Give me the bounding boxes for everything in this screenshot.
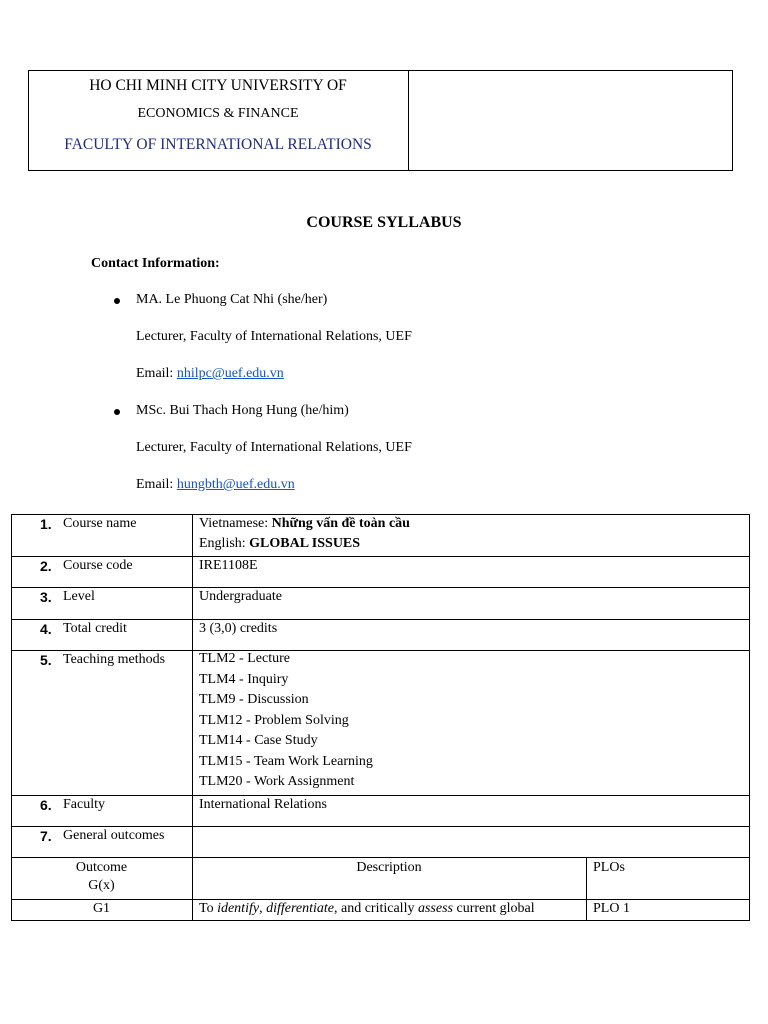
- outcome-header-sub: G(x): [88, 878, 115, 893]
- university-name-line1: HO CHI MINH CITY UNIVERSITY OF: [89, 77, 347, 94]
- table-border: [11, 826, 750, 827]
- list-item: TLM4 - Inquiry: [199, 671, 289, 687]
- table-border: [11, 795, 750, 796]
- lecturer-position: Lecturer, Faculty of International Relations, UEF: [136, 329, 412, 344]
- course-name-english: [199, 536, 360, 552]
- lecturer-email-row: [136, 477, 295, 493]
- table-border: [11, 556, 750, 557]
- row-number: 4.: [40, 621, 52, 637]
- en-value: GLOBAL ISSUES: [249, 536, 361, 551]
- row-label: Faculty: [63, 797, 105, 812]
- desc-part: differentiate: [266, 901, 334, 916]
- row-number: 5.: [40, 652, 52, 668]
- desc-part: ,: [259, 901, 267, 916]
- email-label: Email:: [136, 477, 177, 492]
- row-number: 6.: [40, 797, 52, 813]
- university-name-line2: ECONOMICS & FINANCE: [137, 106, 299, 121]
- header-divider: [408, 70, 409, 171]
- list-item: TLM9 - Discussion: [199, 692, 309, 707]
- row-label: Course name: [63, 516, 137, 531]
- table-border: [586, 857, 587, 921]
- row-number: 7.: [40, 828, 52, 844]
- row-number: 2.: [40, 558, 52, 574]
- email-link[interactable]: hungbth@uef.edu.vn: [176, 477, 295, 492]
- list-item: TLM15 - Team Work Learning: [199, 753, 373, 769]
- course-name-vietnamese: [199, 516, 410, 532]
- vn-prefix: Vietnamese:: [199, 516, 272, 531]
- outcome-header: Outcome: [75, 860, 128, 875]
- table-border: [11, 857, 750, 858]
- list-item: TLM2 - Lecture: [199, 651, 290, 666]
- desc-part: assess: [417, 901, 453, 916]
- lecturer-name: MSc. Bui Thach Hong Hung (he/him): [136, 403, 349, 418]
- desc-part: current global: [452, 901, 535, 916]
- teaching-methods-list: [199, 649, 373, 793]
- row-value: Undergraduate: [199, 589, 282, 604]
- en-prefix: English:: [199, 536, 250, 551]
- table-border: [11, 514, 750, 515]
- list-item: TLM12 - Problem Solving: [199, 712, 349, 728]
- row-label: Level: [63, 589, 95, 604]
- lecturer-email-row: [136, 366, 284, 382]
- faculty-name: FACULTY OF INTERNATIONAL RELATIONS: [64, 136, 372, 153]
- email-link[interactable]: nhilpc@uef.edu.vn: [176, 366, 284, 381]
- lecturer-position: Lecturer, Faculty of International Relations, UEF: [136, 440, 412, 455]
- row-number: 1.: [40, 516, 52, 532]
- outcome-code: G1: [92, 901, 111, 916]
- row-value: IRE1108E: [199, 558, 258, 573]
- row-number: 3.: [40, 589, 52, 605]
- table-border: [11, 650, 750, 651]
- table-border: [11, 619, 750, 620]
- desc-part: , and critically: [334, 901, 418, 916]
- row-value: 3 (3,0) credits: [199, 621, 278, 636]
- row-value: International Relations: [199, 797, 327, 812]
- plos-header: PLOs: [593, 860, 625, 875]
- contact-heading: Contact Information:: [91, 256, 220, 271]
- outcome-plo: PLO 1: [593, 901, 630, 916]
- vn-value: Những vấn đề toàn cầu: [271, 516, 410, 531]
- email-label: Email:: [136, 366, 177, 381]
- desc-part: identify: [217, 901, 260, 916]
- row-label: Course code: [63, 558, 133, 573]
- table-border: [749, 514, 750, 921]
- lecturer-name: MA. Le Phuong Cat Nhi (she/her): [136, 292, 328, 307]
- table-border: [11, 920, 750, 921]
- bullet-icon: [114, 298, 120, 304]
- table-border: [11, 899, 750, 900]
- desc-part: To: [199, 901, 218, 916]
- bullet-icon: [114, 409, 120, 415]
- row-label: Total credit: [63, 621, 127, 636]
- table-border: [11, 587, 750, 588]
- description-header: Description: [356, 860, 422, 875]
- outcome-description: [199, 901, 535, 917]
- list-item: TLM20 - Work Assignment: [199, 774, 355, 789]
- list-item: TLM14 - Case Study: [199, 733, 318, 748]
- row-label: Teaching methods: [63, 652, 166, 667]
- page-title: COURSE SYLLABUS: [306, 214, 462, 231]
- row-label: General outcomes: [63, 828, 165, 843]
